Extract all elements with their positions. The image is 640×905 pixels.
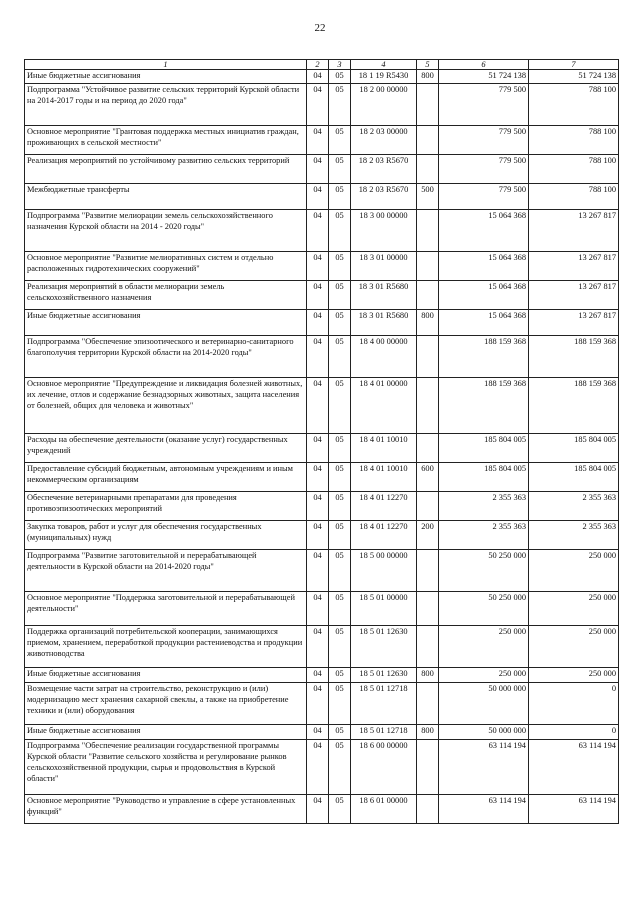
- section-code: 04: [307, 377, 329, 433]
- amount-year-2: 51 724 138: [529, 70, 619, 84]
- expense-type-code: [417, 433, 439, 462]
- target-article-code: 18 1 19 R5430: [351, 70, 417, 84]
- table-row: [25, 520, 619, 549]
- table-row: [25, 462, 619, 491]
- section-code: 04: [307, 520, 329, 549]
- target-article-code: 18 2 00 00000: [351, 83, 417, 125]
- expense-type-code: [417, 377, 439, 433]
- target-article-code: 18 4 01 10010: [351, 433, 417, 462]
- column-number-1: 1: [25, 60, 307, 70]
- section-code: 04: [307, 739, 329, 794]
- amount-year-1: 779 500: [439, 125, 529, 154]
- expense-type-code: [417, 125, 439, 154]
- amount-year-2: 13 267 817: [529, 280, 619, 309]
- table-row: [25, 83, 619, 125]
- amount-year-2: 13 267 817: [529, 251, 619, 280]
- table-row: [25, 309, 619, 335]
- target-article-code: 18 5 01 12630: [351, 667, 417, 682]
- table-row: [25, 70, 619, 84]
- amount-year-2: 788 100: [529, 154, 619, 183]
- column-number-row: [25, 60, 619, 70]
- section-code: 04: [307, 433, 329, 462]
- amount-year-2: 63 114 194: [529, 794, 619, 823]
- row-name: Иные бюджетные ассигнования: [25, 70, 307, 84]
- expense-type-code: [417, 491, 439, 520]
- expense-type-code: [417, 335, 439, 377]
- row-name: Подпрограмма "Устойчивое развитие сельских территорий Курской области на 2014-2017 годы и на период до 2020 года": [25, 83, 307, 125]
- section-code: 04: [307, 724, 329, 739]
- target-article-code: 18 4 01 12270: [351, 491, 417, 520]
- amount-year-2: 63 114 194: [529, 739, 619, 794]
- row-name: Основное мероприятие "Руководство и управление в сфере установленных функций": [25, 794, 307, 823]
- amount-year-2: 188 159 368: [529, 335, 619, 377]
- target-article-code: 18 2 03 R5670: [351, 183, 417, 209]
- row-name: Расходы на обеспечение деятельности (оказание услуг) государственных учреждений: [25, 433, 307, 462]
- section-code: 04: [307, 280, 329, 309]
- expense-type-code: [417, 549, 439, 591]
- amount-year-2: 13 267 817: [529, 309, 619, 335]
- amount-year-1: 15 064 368: [439, 209, 529, 251]
- row-name: Иные бюджетные ассигнования: [25, 667, 307, 682]
- section-code: 04: [307, 125, 329, 154]
- amount-year-1: 15 064 368: [439, 280, 529, 309]
- row-name: Подпрограмма "Развитие мелиорации земель сельскохозяйственного назначения Курской области на 2014 - 2020 годы": [25, 209, 307, 251]
- subsection-code: 05: [329, 251, 351, 280]
- amount-year-1: 15 064 368: [439, 309, 529, 335]
- expense-type-code: 800: [417, 70, 439, 84]
- amount-year-1: 50 250 000: [439, 591, 529, 625]
- amount-year-1: 188 159 368: [439, 335, 529, 377]
- table-row: [25, 433, 619, 462]
- subsection-code: 05: [329, 154, 351, 183]
- expense-type-code: [417, 209, 439, 251]
- expense-type-code: 800: [417, 667, 439, 682]
- table-row: [25, 682, 619, 724]
- amount-year-1: 63 114 194: [439, 739, 529, 794]
- amount-year-1: 63 114 194: [439, 794, 529, 823]
- amount-year-2: 2 355 363: [529, 520, 619, 549]
- target-article-code: 18 3 00 00000: [351, 209, 417, 251]
- subsection-code: 05: [329, 491, 351, 520]
- row-name: Иные бюджетные ассигнования: [25, 309, 307, 335]
- row-name: Предоставление субсидий бюджетным, автономным учреждениям и иным некоммерческим организациям: [25, 462, 307, 491]
- amount-year-2: 788 100: [529, 125, 619, 154]
- subsection-code: 05: [329, 549, 351, 591]
- row-name: Межбюджетные трансферты: [25, 183, 307, 209]
- subsection-code: 05: [329, 183, 351, 209]
- column-number-6: 6: [439, 60, 529, 70]
- row-name: Основное мероприятие "Поддержка заготовительной и перерабатывающей деятельности": [25, 591, 307, 625]
- subsection-code: 05: [329, 70, 351, 84]
- section-code: 04: [307, 83, 329, 125]
- subsection-code: 05: [329, 462, 351, 491]
- table-row: [25, 549, 619, 591]
- expense-type-code: [417, 154, 439, 183]
- amount-year-1: 185 804 005: [439, 433, 529, 462]
- row-name: Реализация мероприятий в области мелиорации земель сельскохозяйственного назначения: [25, 280, 307, 309]
- expense-type-code: 200: [417, 520, 439, 549]
- section-code: 04: [307, 183, 329, 209]
- table-row: [25, 739, 619, 794]
- amount-year-2: 250 000: [529, 625, 619, 667]
- table-body: [25, 70, 619, 824]
- subsection-code: 05: [329, 520, 351, 549]
- subsection-code: 05: [329, 335, 351, 377]
- subsection-code: 05: [329, 794, 351, 823]
- amount-year-2: 788 100: [529, 183, 619, 209]
- section-code: 04: [307, 70, 329, 84]
- table-row: [25, 377, 619, 433]
- row-name: Подпрограмма "Обеспечение эпизоотического и ветеринарно-санитарного благополучия территории Курской области на 2014-2020 годы": [25, 335, 307, 377]
- target-article-code: 18 6 00 00000: [351, 739, 417, 794]
- target-article-code: 18 4 01 10010: [351, 462, 417, 491]
- table-header: [25, 60, 619, 70]
- amount-year-1: 50 000 000: [439, 724, 529, 739]
- row-name: Подпрограмма "Развитие заготовительной и перерабатывающей деятельности в Курской области на 2014-2020 годы": [25, 549, 307, 591]
- expense-type-code: [417, 739, 439, 794]
- table-row: [25, 335, 619, 377]
- expense-type-code: [417, 625, 439, 667]
- table-row: [25, 724, 619, 739]
- subsection-code: 05: [329, 83, 351, 125]
- subsection-code: 05: [329, 667, 351, 682]
- amount-year-2: 0: [529, 682, 619, 724]
- amount-year-1: 15 064 368: [439, 251, 529, 280]
- subsection-code: 05: [329, 280, 351, 309]
- expense-type-code: [417, 794, 439, 823]
- section-code: 04: [307, 335, 329, 377]
- table-row: [25, 591, 619, 625]
- amount-year-2: 788 100: [529, 83, 619, 125]
- amount-year-1: 188 159 368: [439, 377, 529, 433]
- amount-year-1: 50 250 000: [439, 549, 529, 591]
- table-row: [25, 625, 619, 667]
- amount-year-2: 2 355 363: [529, 491, 619, 520]
- table-row: [25, 251, 619, 280]
- amount-year-2: 185 804 005: [529, 462, 619, 491]
- column-number-7: 7: [529, 60, 619, 70]
- row-name: Подпрограмма "Обеспечение реализации государственной программы Курской области "Развитие сельского хозяйства и регулирование рынков сельскохозяйственной продукции, сырья и продовольствия в Курской области": [25, 739, 307, 794]
- subsection-code: 05: [329, 125, 351, 154]
- target-article-code: 18 3 01 00000: [351, 251, 417, 280]
- row-name: Реализация мероприятий по устойчивому развитию сельских территорий: [25, 154, 307, 183]
- section-code: 04: [307, 491, 329, 520]
- amount-year-1: 250 000: [439, 625, 529, 667]
- amount-year-1: 50 000 000: [439, 682, 529, 724]
- column-number-4: 4: [351, 60, 417, 70]
- table-row: [25, 125, 619, 154]
- subsection-code: 05: [329, 209, 351, 251]
- table-row: [25, 491, 619, 520]
- subsection-code: 05: [329, 739, 351, 794]
- table-row: [25, 183, 619, 209]
- target-article-code: 18 3 01 R5680: [351, 309, 417, 335]
- section-code: 04: [307, 549, 329, 591]
- section-code: 04: [307, 154, 329, 183]
- target-article-code: 18 3 01 R5680: [351, 280, 417, 309]
- row-name: Поддержка организаций потребительской кооперации, занимающихся приемом, хранением, переработкой продукции растениеводства и продукции животноводства: [25, 625, 307, 667]
- target-article-code: 18 4 01 12270: [351, 520, 417, 549]
- expense-type-code: 600: [417, 462, 439, 491]
- table-row: [25, 209, 619, 251]
- amount-year-2: 13 267 817: [529, 209, 619, 251]
- subsection-code: 05: [329, 625, 351, 667]
- amount-year-1: 779 500: [439, 183, 529, 209]
- row-name: Закупка товаров, работ и услуг для обеспечения государственных (муниципальных) нужд: [25, 520, 307, 549]
- budget-table: [24, 59, 619, 824]
- subsection-code: 05: [329, 433, 351, 462]
- target-article-code: 18 2 03 00000: [351, 125, 417, 154]
- page-number: 22: [314, 22, 326, 34]
- subsection-code: 05: [329, 682, 351, 724]
- target-article-code: 18 5 01 12718: [351, 682, 417, 724]
- row-name: Обеспечение ветеринарными препаратами для проведения противоэпизоотических мероприятий: [25, 491, 307, 520]
- expense-type-code: 500: [417, 183, 439, 209]
- row-name: Иные бюджетные ассигнования: [25, 724, 307, 739]
- column-number-2: 2: [307, 60, 329, 70]
- section-code: 04: [307, 625, 329, 667]
- row-name: Возмещение части затрат на строительство, реконструкцию и (или) модернизацию мест хранения сахарной свеклы, а также на приобретение техники и (или) оборудования: [25, 682, 307, 724]
- section-code: 04: [307, 667, 329, 682]
- row-name: Основное мероприятие "Развитие мелиоративных систем и отдельно расположенных гидротехнических сооружений": [25, 251, 307, 280]
- amount-year-1: 185 804 005: [439, 462, 529, 491]
- subsection-code: 05: [329, 309, 351, 335]
- section-code: 04: [307, 251, 329, 280]
- expense-type-code: [417, 682, 439, 724]
- target-article-code: 18 2 03 R5670: [351, 154, 417, 183]
- subsection-code: 05: [329, 591, 351, 625]
- row-name: Основное мероприятие "Предупреждение и ликвидация болезней животных, их лечение, отлов и содержание безнадзорных животных, защита населения от болезней, общих для человека и животных": [25, 377, 307, 433]
- amount-year-2: 188 159 368: [529, 377, 619, 433]
- amount-year-1: 51 724 138: [439, 70, 529, 84]
- section-code: 04: [307, 682, 329, 724]
- target-article-code: 18 4 00 00000: [351, 335, 417, 377]
- target-article-code: 18 6 01 00000: [351, 794, 417, 823]
- table-row: [25, 794, 619, 823]
- amount-year-2: 250 000: [529, 667, 619, 682]
- amount-year-2: 0: [529, 724, 619, 739]
- target-article-code: 18 5 00 00000: [351, 549, 417, 591]
- row-name: Основное мероприятие "Грантовая поддержка местных инициатив граждан, проживающих в сельской местности": [25, 125, 307, 154]
- table-row: [25, 154, 619, 183]
- column-number-3: 3: [329, 60, 351, 70]
- expense-type-code: [417, 591, 439, 625]
- amount-year-2: 250 000: [529, 549, 619, 591]
- target-article-code: 18 5 01 00000: [351, 591, 417, 625]
- expense-type-code: 800: [417, 309, 439, 335]
- column-number-5: 5: [417, 60, 439, 70]
- amount-year-2: 185 804 005: [529, 433, 619, 462]
- target-article-code: 18 5 01 12718: [351, 724, 417, 739]
- amount-year-1: 2 355 363: [439, 520, 529, 549]
- section-code: 04: [307, 591, 329, 625]
- expense-type-code: [417, 280, 439, 309]
- expense-type-code: 800: [417, 724, 439, 739]
- expense-type-code: [417, 251, 439, 280]
- section-code: 04: [307, 794, 329, 823]
- amount-year-1: 779 500: [439, 154, 529, 183]
- subsection-code: 05: [329, 377, 351, 433]
- section-code: 04: [307, 309, 329, 335]
- expense-type-code: [417, 83, 439, 125]
- amount-year-1: 250 000: [439, 667, 529, 682]
- section-code: 04: [307, 209, 329, 251]
- amount-year-1: 779 500: [439, 83, 529, 125]
- target-article-code: 18 5 01 12630: [351, 625, 417, 667]
- subsection-code: 05: [329, 724, 351, 739]
- amount-year-2: 250 000: [529, 591, 619, 625]
- table-row: [25, 667, 619, 682]
- section-code: 04: [307, 462, 329, 491]
- amount-year-1: 2 355 363: [439, 491, 529, 520]
- table-row: [25, 280, 619, 309]
- target-article-code: 18 4 01 00000: [351, 377, 417, 433]
